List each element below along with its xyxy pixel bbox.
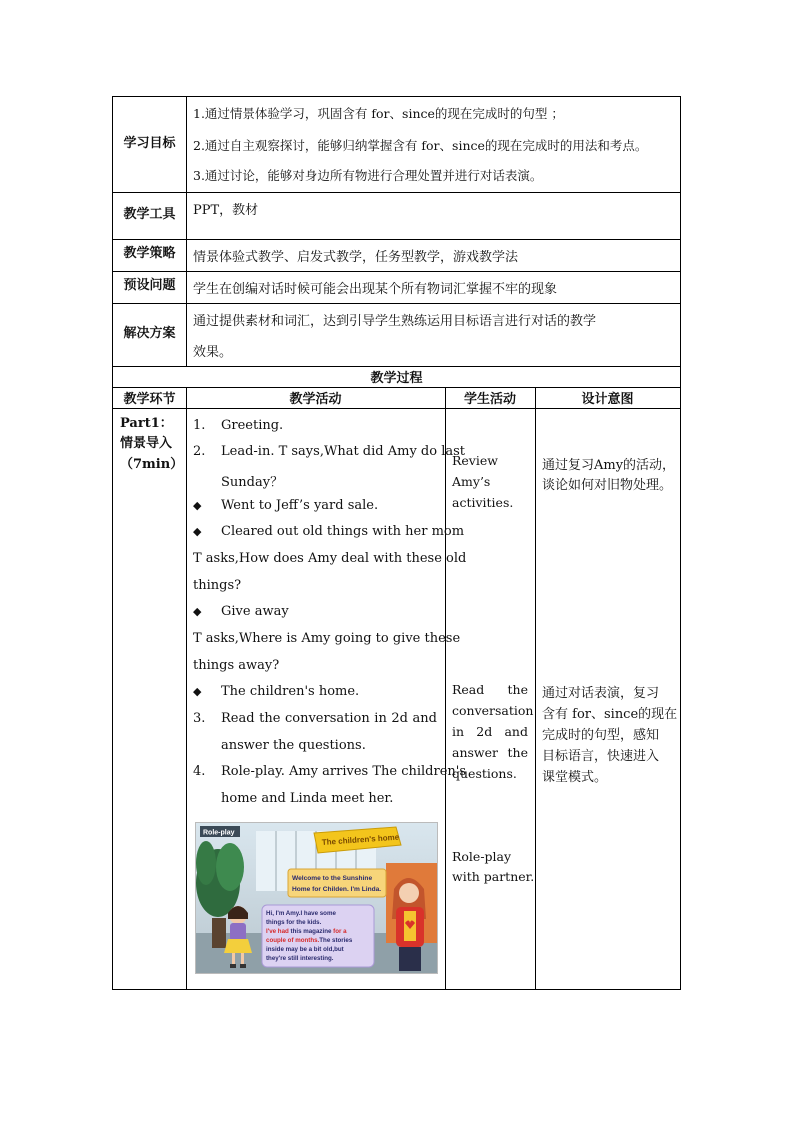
plain-phrase: The stories xyxy=(319,937,353,944)
activity-item xyxy=(193,764,466,779)
bubble-amy-line: inside may be a bit old,but xyxy=(266,946,344,953)
objective-item: 2.通过自主观察探讨，能够归纳掌握含有 for、since的现在完成时的用法和考点。 xyxy=(193,138,648,153)
diamond-bullet-icon: ◆ xyxy=(193,525,202,538)
row-divider xyxy=(113,408,680,409)
header-stage: 教学环节 xyxy=(123,392,176,407)
diamond-bullet-icon: ◆ xyxy=(193,499,202,512)
bullet-item xyxy=(193,524,464,539)
row-divider xyxy=(113,239,680,240)
problem-value: 学生在创编对话时候可能会出现某个所有物词汇掌握不牢的现象 xyxy=(193,282,558,297)
activity-item xyxy=(193,711,437,726)
activity-text: home and Linda meet her. xyxy=(221,791,394,806)
stage-name: 情景导入 xyxy=(120,436,173,451)
design-intent: 含有 for、since的现在 xyxy=(542,707,678,722)
item-text: Give away xyxy=(221,604,289,619)
roleplay-illustration xyxy=(195,822,438,974)
bubble-amy-line: Hi, I'm Amy.I have some xyxy=(266,910,336,917)
design-intent: 课堂模式。 xyxy=(542,770,608,785)
roleplay-tag: Role-play xyxy=(203,829,235,837)
student-activity: in 2d and xyxy=(452,724,528,739)
strategy-value: 情景体验式教学、启发式教学，任务型教学，游戏教学法 xyxy=(193,250,519,265)
item-number: 3. xyxy=(193,711,206,726)
item-text: Went to Jeff’s yard sale. xyxy=(221,498,379,513)
highlight-phrase: for a xyxy=(333,928,347,935)
bullet-item xyxy=(193,498,378,513)
header-student: 学生活动 xyxy=(463,392,516,407)
col-divider xyxy=(186,387,187,989)
row-divider xyxy=(113,271,680,272)
plain-phrase: this magazine xyxy=(288,928,334,935)
design-intent: 谈论如何对旧物处理。 xyxy=(542,478,673,493)
design-intent: 通过复习Amy的活动， xyxy=(542,458,676,473)
bubble-amy-line: things for the kids. xyxy=(266,919,322,926)
stage-part: Part1： xyxy=(120,416,173,431)
bubble-linda-line: Welcome to the Sunshine xyxy=(292,875,373,882)
problem-label: 预设问题 xyxy=(123,278,176,294)
bubble-amy-line xyxy=(266,928,347,935)
activity-text: T asks,How does Amy deal with these old xyxy=(193,551,467,566)
activity-text: answer the questions. xyxy=(221,738,366,753)
item-number: 1. xyxy=(193,418,206,433)
solution-label: 解决方案 xyxy=(123,325,176,341)
highlight-phrase: couple of months. xyxy=(266,937,320,944)
stage-time: （7min） xyxy=(120,457,184,472)
strategy-label: 教学策略 xyxy=(123,246,176,262)
activity-item xyxy=(193,418,283,433)
activity-text: Sunday？ xyxy=(221,475,284,490)
objective-item: 3.通过讨论，能够对身边所有物进行合理处置并进行对话表演。 xyxy=(193,168,543,183)
item-text: The children's home. xyxy=(221,684,360,699)
solution-line: 效果。 xyxy=(193,345,233,360)
header-intent: 设计意图 xyxy=(581,392,634,407)
col-divider xyxy=(445,387,446,989)
row-divider xyxy=(113,303,680,304)
student-activity: Role-play xyxy=(452,849,512,864)
diamond-bullet-icon: ◆ xyxy=(193,685,202,698)
bullet-item xyxy=(193,684,359,699)
item-number: 4. xyxy=(193,764,206,779)
sign-text: The children's home xyxy=(321,832,400,847)
student-activity: activities. xyxy=(452,495,514,510)
highlight-phrase: I've had xyxy=(266,928,289,935)
design-intent: 目标语言，快速进入 xyxy=(542,749,660,764)
item-text: Greeting. xyxy=(221,418,284,433)
illustration-scene xyxy=(196,823,438,974)
student-activity: Review xyxy=(452,453,498,468)
item-number: 2. xyxy=(193,444,206,459)
process-title: 教学过程 xyxy=(370,371,423,386)
bubble-linda-line: Home for Childen. I'm Linda. xyxy=(292,886,382,893)
design-intent: 通过对话表演，复习 xyxy=(542,686,660,701)
student-activity: conversation xyxy=(452,703,534,718)
item-text: Role-play. Amy arrives The children's xyxy=(221,764,467,779)
objective-item: 1.通过情景体验学习，巩固含有 for、since的现在完成时的句型 ； xyxy=(193,106,564,121)
student-activity: with partner. xyxy=(452,869,535,884)
student-activity: answer the xyxy=(452,745,528,760)
bubble-amy-line: they're still interesting. xyxy=(266,955,334,962)
header-activity: 教学活动 xyxy=(289,392,342,407)
row-divider xyxy=(113,192,680,193)
tools-label: 教学工具 xyxy=(123,206,176,222)
col-divider xyxy=(186,97,187,366)
design-intent: 完成时的句型，感知 xyxy=(542,728,660,743)
objectives-label: 学习目标 xyxy=(123,135,176,151)
item-text: Lead-in. T says,What did Amy do last xyxy=(221,444,466,459)
bullet-item xyxy=(193,604,289,619)
student-activity: Amy’s xyxy=(452,474,491,489)
solution-line: 通过提供素材和词汇，达到引导学生熟练运用目标语言进行对话的教学 xyxy=(193,314,597,329)
diamond-bullet-icon: ◆ xyxy=(193,605,202,618)
activity-text: things away? xyxy=(193,658,280,673)
student-activity: questions. xyxy=(452,766,517,781)
student-activity: Read the xyxy=(452,682,528,697)
activity-text: things? xyxy=(193,578,242,593)
activity-item xyxy=(193,444,465,459)
item-text: Read the conversation in 2d and xyxy=(221,711,437,726)
bubble-amy-line xyxy=(266,937,353,944)
col-divider xyxy=(535,387,536,989)
activity-text: T asks,Where is Amy going to give these xyxy=(193,631,461,646)
item-text: Cleared out old things with her mom xyxy=(221,524,465,539)
tools-value: PPT，教材 xyxy=(193,203,259,218)
